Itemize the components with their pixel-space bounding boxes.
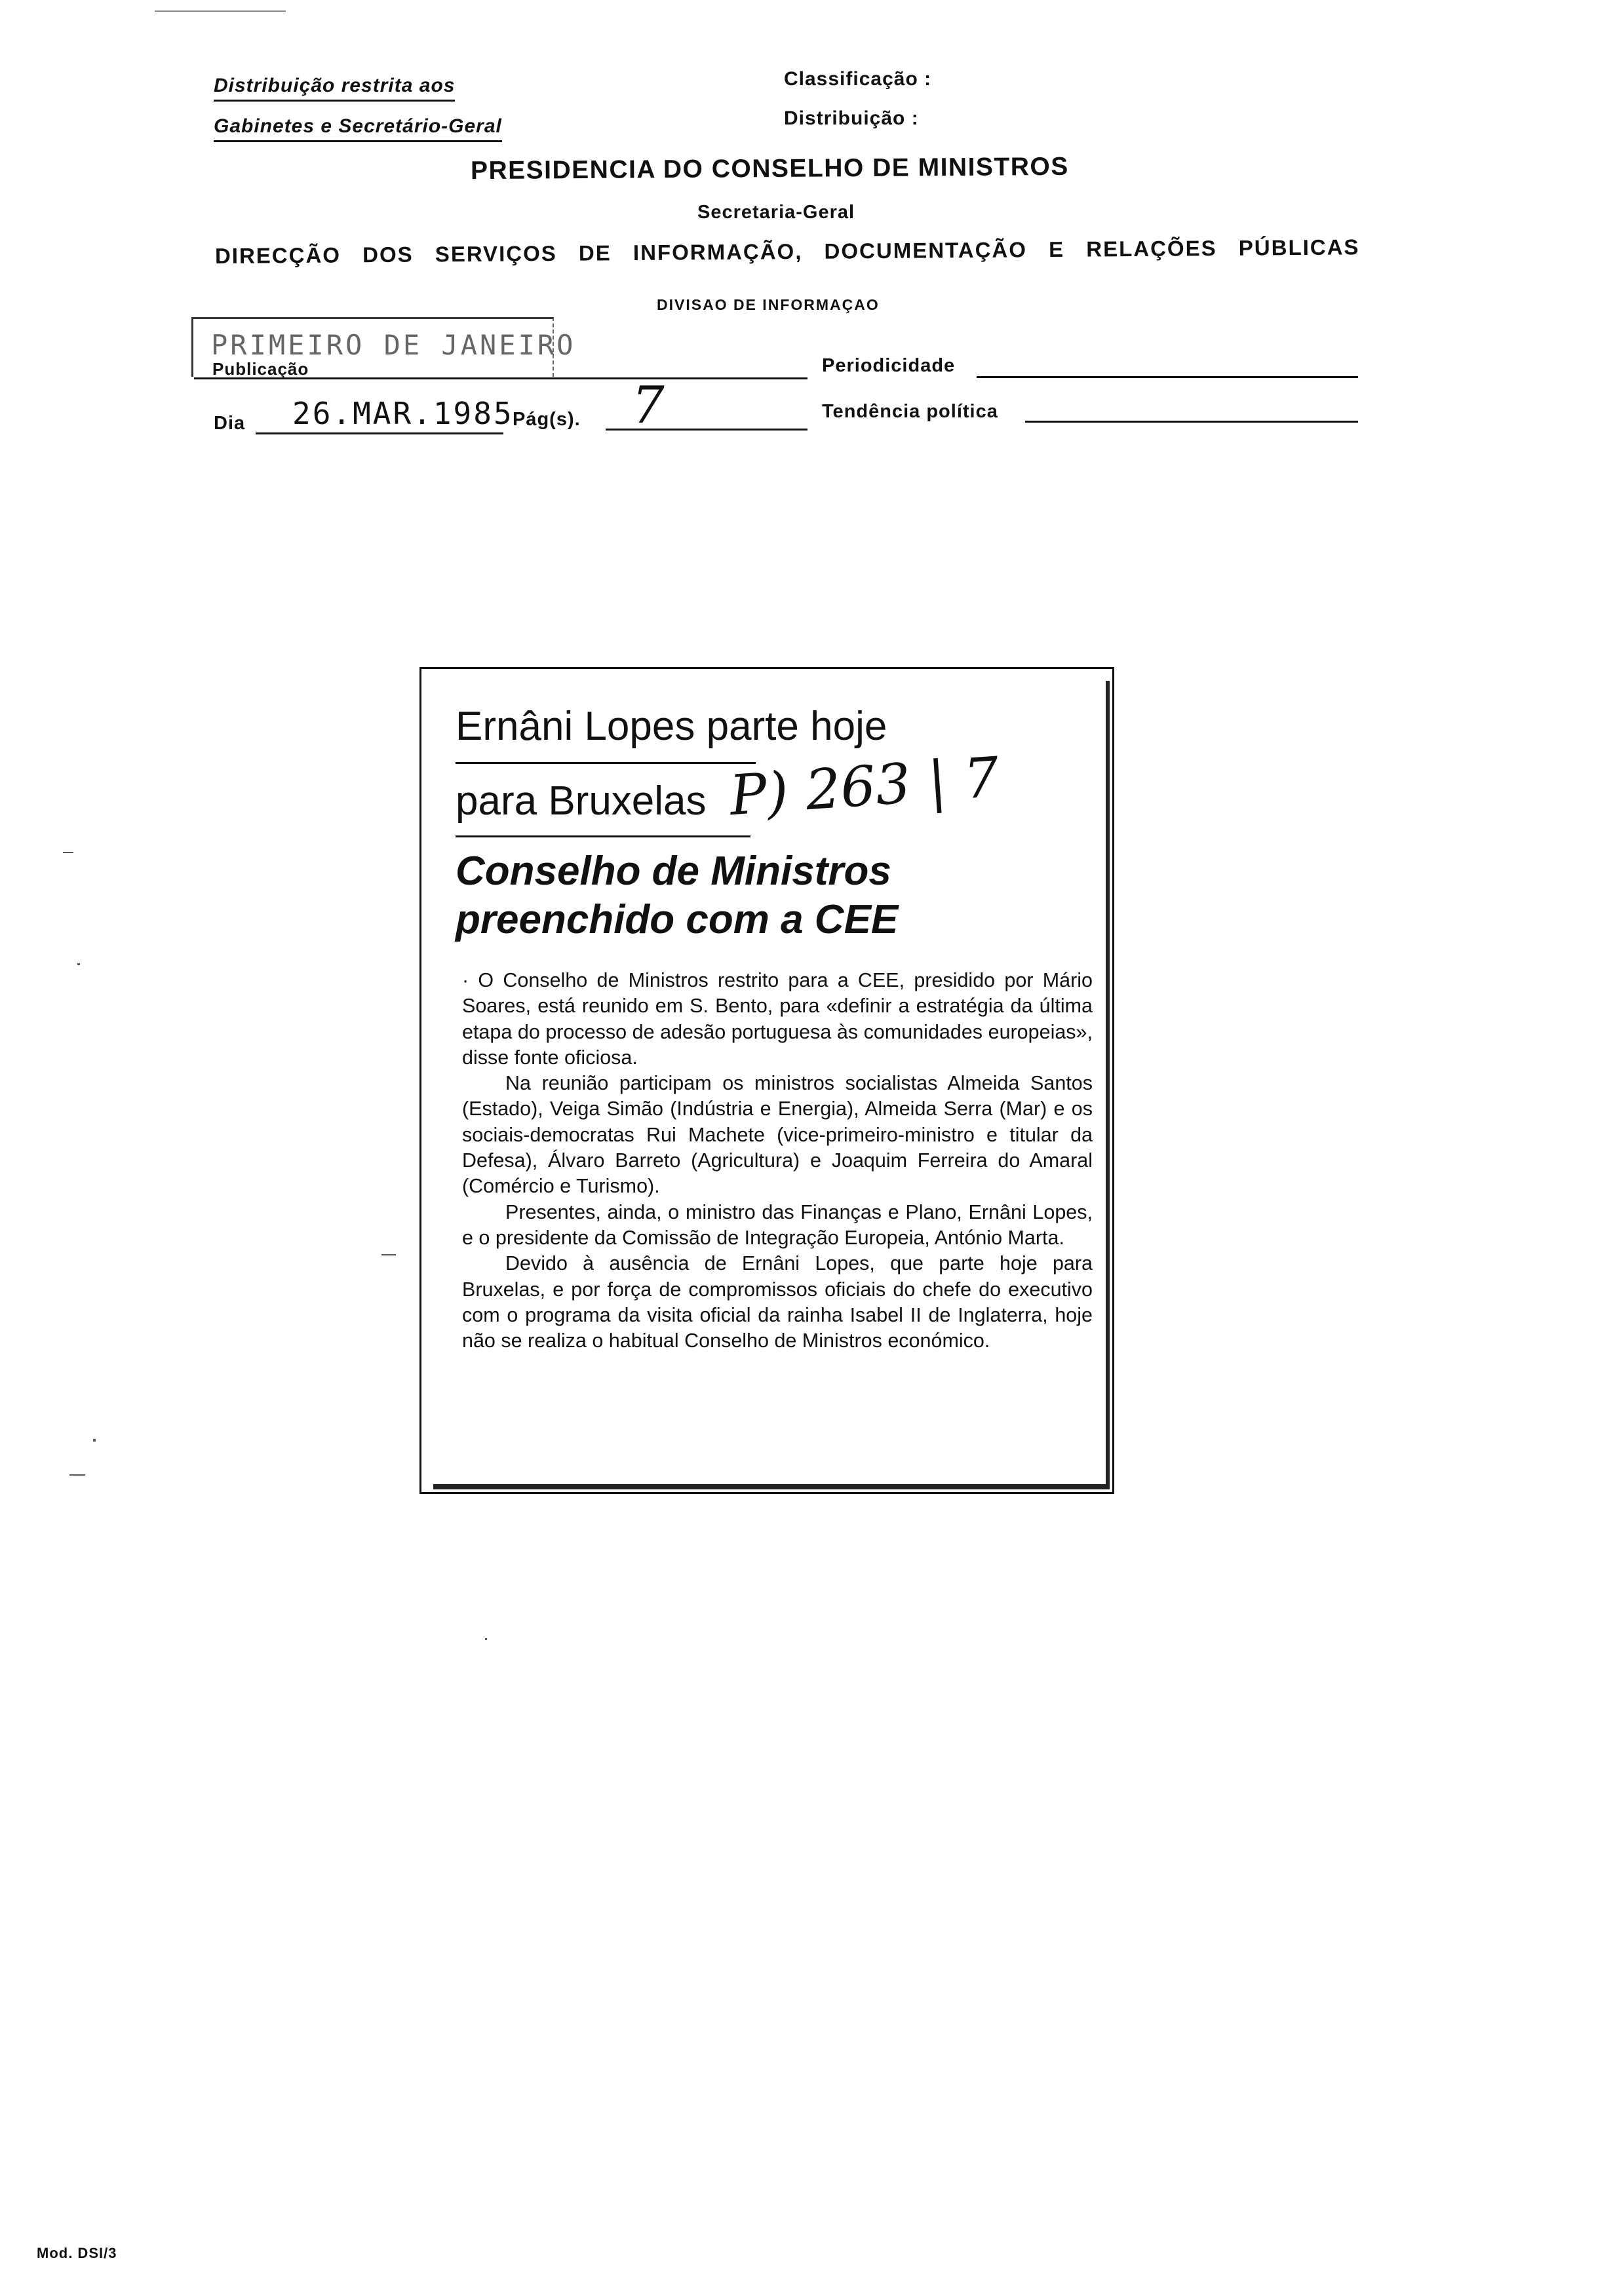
scan-speck [93,1439,96,1442]
body-paragraph-2: Na reunião participam os ministros socialistas Almeida Santos (Estado), Veiga Simão (Indústria e Energia), Almeida Serra (Mar) e os sociais-democratas Rui Machete (vice-primeiro-ministro e titular da Defesa), Álvaro Barreto (Agricultura) e Joaquim Ferreira do Amaral (Comércio e Turismo). [462,1072,1093,1198]
scan-speck [63,852,73,853]
publication-label: Publicação [212,359,309,379]
distribution-label: Distribuição : [784,107,919,129]
handwritten-reference: P) 263 | 7 [728,744,1002,828]
scan-speck [69,1474,85,1476]
day-line [256,432,503,434]
body-paragraph-1: · O Conselho de Ministros restrito para a CEE, presidido por Mário Soares, está reunido em S. Bento, para «definir a estratégia da última etapa do processo de adesão portuguesa às comunidades europeias», disse fonte oficiosa. [462,969,1093,1069]
periodicity-line [977,376,1358,378]
body-paragraph-4: Devido à ausência de Ernâni Lopes, que parte hoje para Bruxelas, e por força de compromissos oficiais do chefe do executivo com o programa da visita oficial da rainha Isabel II de Inglaterra, hoje não se realiza o habitual Conselho de Ministros económico. [462,1252,1093,1352]
day-label: Dia [214,413,246,434]
clipping-subheadline-line2: preenchido com a CEE [456,897,899,942]
top-edge-mark [155,10,286,12]
distribution-restriction-line2: Gabinetes e Secretário-Geral [214,115,502,142]
classification-label: Classificação : [784,68,932,90]
directorate-title: DIRECÇÃO DOS SERVIÇOS DE INFORMAÇÃO, DOCUMENTAÇÃO E RELAÇÕES PÚBLICAS [214,235,1360,268]
newspaper-clipping [419,667,1114,1494]
day-value: 26.MAR.1985 [292,396,514,431]
pages-value: 7 [632,376,665,435]
division-title: DIVISAO DE INFORMAÇAO [657,296,880,313]
tendency-label: Tendência política [822,401,998,422]
body-paragraph-3: Presentes, ainda, o ministro das Finanças e Plano, Ernâni Lopes, e o presidente da Comissão de Integração Europeia, António Marta. [462,1200,1093,1249]
periodicity-label: Periodicidade [822,355,956,376]
distribution-restriction-line1: Distribuição restrita aos [214,75,455,102]
publication-line [194,377,808,379]
clipping-subheadline-line1: Conselho de Ministros [456,849,891,894]
scan-speck [485,1638,487,1640]
pages-label: Pág(s). [513,409,581,430]
clipping-headline-line1: Ernâni Lopes parte hoje [456,704,887,749]
form-code: Mod. DSI/3 [37,2245,117,2261]
scan-speck [381,1254,396,1255]
clipping-headline-line2: para Bruxelas [456,778,707,824]
headline-rule-1 [456,762,756,764]
org-title: PRESIDENCIA DO CONSELHO DE MINISTROS [470,152,1069,185]
tendency-line [1025,421,1358,423]
org-subtitle: Secretaria-Geral [697,202,855,223]
pages-line [606,429,808,430]
scan-speck [77,963,80,965]
clipping-body [462,968,1093,1354]
publication-stamp: PRIMEIRO DE JANEIRO [211,329,576,361]
headline-rule-2 [456,835,750,837]
